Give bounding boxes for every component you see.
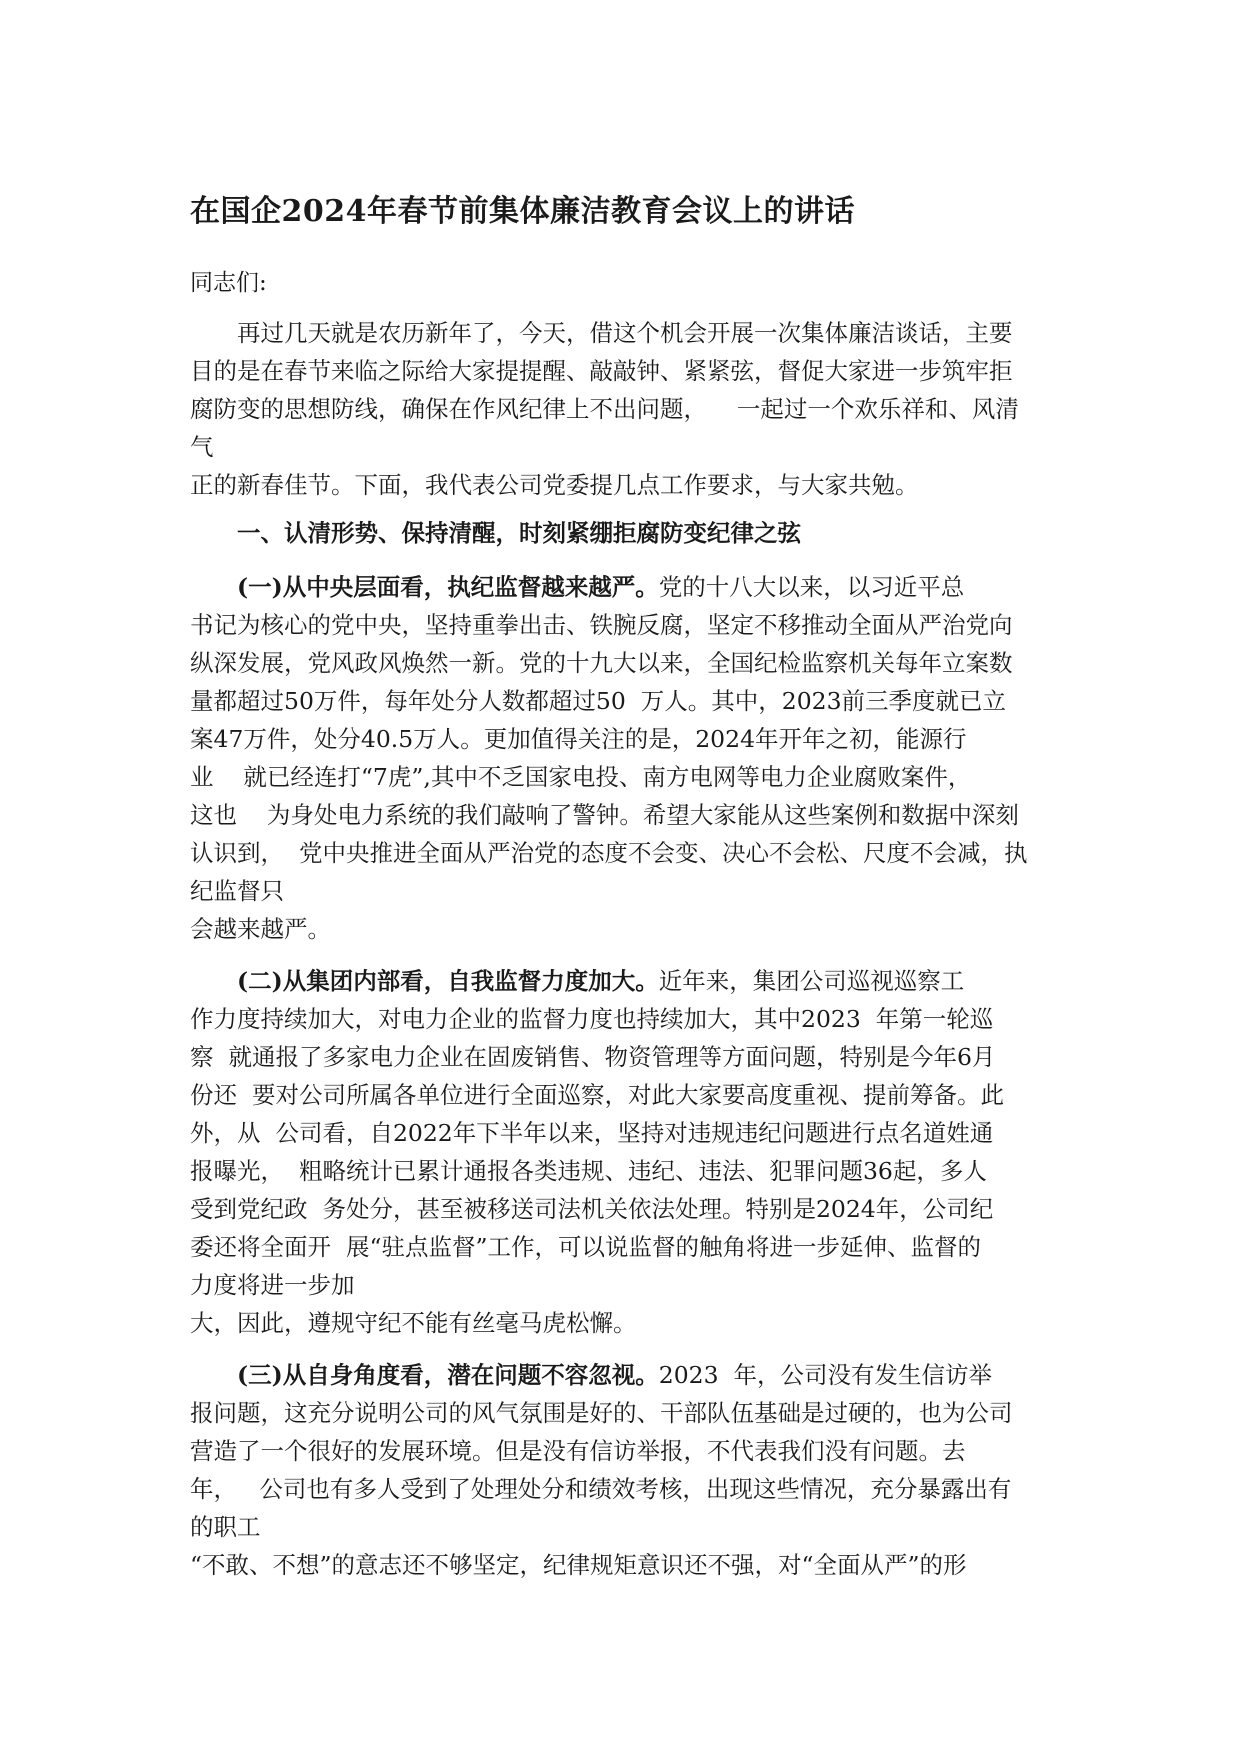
paragraph-line: 腐防变的思想防线，确保在作风纪律上不出问题， 一起过一个欢乐祥和、风清 <box>190 395 1019 423</box>
paragraph-line: 会越来越严。 <box>190 915 331 943</box>
item-lead: (二)从集团内部看，自我监督力度加大。 <box>237 967 659 995</box>
item-two-paragraph <box>190 962 1070 1342</box>
paragraph-line: 察 就通报了多家电力企业在固废销售、物资管理等方面问题，特别是今年6月 <box>190 1043 996 1071</box>
paragraph-line: 正的新春佳节。下面，我代表公司党委提几点工作要求，与大家共勉。 <box>190 471 919 499</box>
item-lead: (一)从中央层面看，执纪监督越来越严。 <box>237 573 659 601</box>
paragraph-line: 营造了一个很好的发展环境。但是没有信访举报，不代表我们没有问题。去 <box>190 1437 966 1465</box>
paragraph-line: 报问题，这充分说明公司的风气氛围是好的、干部队伍基础是过硬的，也为公司 <box>190 1399 1013 1427</box>
paragraph-line: 书记为核心的党中央，坚持重拳出击、铁腕反腐，坚定不移推动全面从严治党向 <box>190 611 1013 639</box>
paragraph-line: 这也 为身处电力系统的我们敲响了警钟。希望大家能从这些案例和数据中深刻 <box>190 801 1019 829</box>
item-one-paragraph <box>190 568 1070 948</box>
paragraph-line: 大，因此，遵规守纪不能有丝毫马虎松懈。 <box>190 1309 637 1337</box>
paragraph-line: 委还将全面开 展“驻点监督”工作，可以说监督的触角将进一步延伸、监督的 <box>190 1233 981 1261</box>
paragraph-line: 的职工 <box>190 1513 261 1541</box>
item-three-paragraph <box>190 1356 1070 1584</box>
section-one-heading: 一、认清形势、保持清醒，时刻紧绷拒腐防变纪律之弦 <box>237 519 801 547</box>
paragraph-line: 报曝光， 粗略统计已累计通报各类违规、违纪、违法、犯罪问题36起，多人 <box>190 1157 987 1185</box>
paragraph-line: 再过几天就是农历新年了，今天，借这个机会开展一次集体廉洁谈话，主要 <box>237 319 1013 347</box>
paragraph-line: 年， 公司也有多人受到了处理处分和绩效考核，出现这些情况，充分暴露出有 <box>190 1475 1012 1503</box>
paragraph-line: 份还 要对公司所属各单位进行全面巡察，对此大家要高度重视、提前筹备。此 <box>190 1081 1004 1109</box>
paragraph-line: 力度将进一步加 <box>190 1271 355 1299</box>
paragraph-line: 认识到， 党中央推进全面从严治党的态度不会变、决心不会松、尺度不会减，执 <box>190 839 1028 867</box>
paragraph-line <box>190 962 1070 1000</box>
document-title: 在国企2024年春节前集体廉洁教育会议上的讲话 <box>190 194 855 229</box>
intro-paragraph <box>190 314 1070 504</box>
salutation: 同志们: <box>190 270 267 296</box>
paragraph-line: 作力度持续加大，对电力企业的监督力度也持续加大，其中2023 年第一轮巡 <box>190 1005 994 1033</box>
paragraph-line: 受到党纪政 务处分，甚至被移送司法机关依法处理。特别是2024年，公司纪 <box>190 1195 994 1223</box>
item-lead-rest: 党的十八大以来，以习近平总 <box>658 573 965 601</box>
paragraph-line: 量都超过50万件，每年处分人数都超过50 万人。其中，2023前三季度就已立 <box>190 687 1007 715</box>
paragraph-line: 纵深发展，党风政风焕然一新。党的十九大以来，全国纪检监察机关每年立案数 <box>190 649 1013 677</box>
item-lead: (三)从自身角度看，潜在问题不容忽视。 <box>237 1361 659 1389</box>
item-lead-rest: 2023 年，公司没有发生信访举 <box>658 1361 992 1389</box>
section-heading <box>190 514 1070 552</box>
paragraph-line: 案47万件，处分40.5万人。更加值得关注的是，2024年开年之初，能源行 <box>190 725 967 753</box>
paragraph-line: 业 就已经连打“7虎”,其中不乏国家电投、南方电网等电力企业腐败案件， <box>190 763 972 791</box>
paragraph-line <box>190 1356 1070 1394</box>
paragraph-line: “不敢、不想”的意志还不够坚定，纪律规矩意识还不强，对“全面从严”的形 <box>190 1551 967 1579</box>
paragraph-line: 气 <box>190 433 214 461</box>
paragraph-line: 纪监督只 <box>190 877 284 905</box>
paragraph-line: 外，从 公司看，自2022年下半年以来，坚持对违规违纪问题进行点名道姓通 <box>190 1119 994 1147</box>
paragraph-line <box>190 568 1070 606</box>
paragraph-line: 目的是在春节来临之际给大家提提醒、敲敲钟、紧紧弦，督促大家进一步筑牢拒 <box>190 357 1013 385</box>
item-lead-rest: 近年来，集团公司巡视巡察工 <box>658 967 965 995</box>
